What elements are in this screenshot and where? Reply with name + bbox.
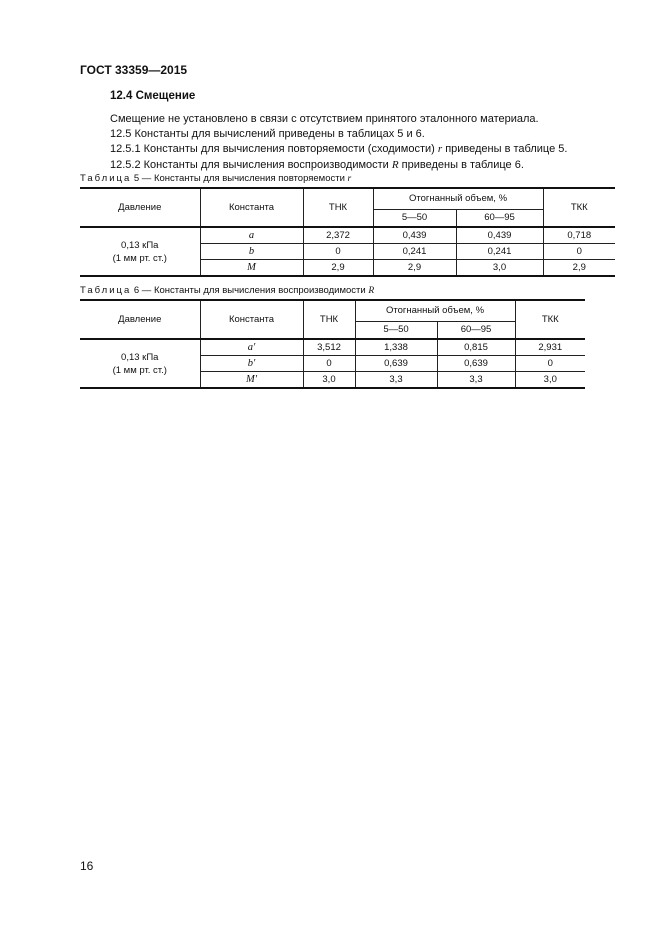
constant-cell [200,244,303,260]
section-title: 12.4 Смещение [110,90,196,102]
body-text: приведены в таблице 6. [398,158,524,171]
pressure-unit: (1 мм рт. ст.) [112,364,167,376]
tkk-cell: 0,718 [543,227,615,244]
caption-word: Таблица [80,285,132,296]
caption-variable: r [347,174,352,184]
body-line [110,142,590,157]
pressure-cell [80,339,200,388]
caption-word: Таблица [80,173,132,184]
table-row [80,227,615,244]
pressure-unit: (1 мм рт. ст.) [112,252,167,264]
header-thk: ТНК [303,300,355,339]
header-range-60-95: 60—95 [456,209,543,227]
header-constant: Константа [200,300,303,339]
range1-cell: 0,639 [355,356,437,372]
header-pressure: Давление [80,188,200,227]
tkk-cell: 0 [543,244,615,260]
header-range-60-95: 60—95 [437,321,515,339]
header-range-5-50: 5—50 [373,209,456,227]
header-tkk: ТКК [515,300,585,339]
table-5-caption [80,173,351,184]
body-text: 12.5.1 Константы для вычисления повторяемости (сходимости) [110,143,438,156]
constant-symbol: M [247,262,256,273]
range1-cell: 2,9 [373,260,456,277]
thk-cell: 2,372 [303,227,373,244]
range1-cell: 1,338 [355,339,437,356]
thk-cell: 0 [303,244,373,260]
thk-cell: 2,9 [303,260,373,277]
header-thk: ТНК [303,188,373,227]
body-text: приведены в таблице 5. [442,143,568,156]
range2-cell: 3,0 [456,260,543,277]
range2-cell: 0,639 [437,356,515,372]
caption-variable: R [368,286,375,296]
constant-symbol: a′ [247,342,256,353]
variable-r: r [437,143,443,156]
section-body [110,112,590,173]
table-5 [80,187,615,277]
table-6-caption [80,285,374,296]
body-line: Смещение не установлено в связи с отсутствием принятого эталонного материала. [110,113,539,125]
constant-cell [200,372,303,389]
range2-cell: 0,815 [437,339,515,356]
range2-cell: 3,3 [437,372,515,389]
page-number: 16 [80,859,94,873]
header-constant: Константа [200,188,303,227]
tkk-cell: 2,9 [543,260,615,277]
body-line [110,158,590,173]
variable-R: R [391,158,399,171]
body-text: 12.5.2 Константы для вычисления воспроизводимости [110,158,392,171]
constant-cell [200,339,303,356]
table-row [80,339,585,356]
range1-cell: 0,439 [373,227,456,244]
pressure-value: 0,13 кПа [121,351,159,363]
document-code: ГОСТ 33359—2015 [80,63,188,77]
constant-symbol: b′ [247,358,256,369]
range1-cell: 0,241 [373,244,456,260]
body-line: 12.5 Константы для вычислений приведены в таблицах 5 и 6. [110,128,425,141]
constant-symbol: a [248,230,255,241]
constant-cell [200,356,303,372]
caption-text: 5 — Константы для вычисления повторяемости [131,173,348,184]
range2-cell: 0,241 [456,244,543,260]
tkk-cell: 0 [515,356,585,372]
header-volume: Отогнанный объем, % [355,300,515,321]
header-tkk: ТКК [543,188,615,227]
header-volume: Отогнанный объем, % [373,188,543,209]
tkk-cell: 3,0 [515,372,585,389]
constant-symbol: M′ [245,374,258,385]
pressure-cell [80,227,200,276]
header-range-5-50: 5—50 [355,321,437,339]
caption-text: 6 — Константы для вычисления воспроизводимости [131,285,369,296]
constant-cell [200,227,303,244]
table-6 [80,299,585,389]
constant-symbol: b [248,246,255,257]
thk-cell: 3,0 [303,372,355,389]
pressure-value: 0,13 кПа [121,239,159,251]
header-pressure: Давление [80,300,200,339]
thk-cell: 3,512 [303,339,355,356]
constant-cell [200,260,303,277]
tkk-cell: 2,931 [515,339,585,356]
range1-cell: 3,3 [355,372,437,389]
range2-cell: 0,439 [456,227,543,244]
thk-cell: 0 [303,356,355,372]
